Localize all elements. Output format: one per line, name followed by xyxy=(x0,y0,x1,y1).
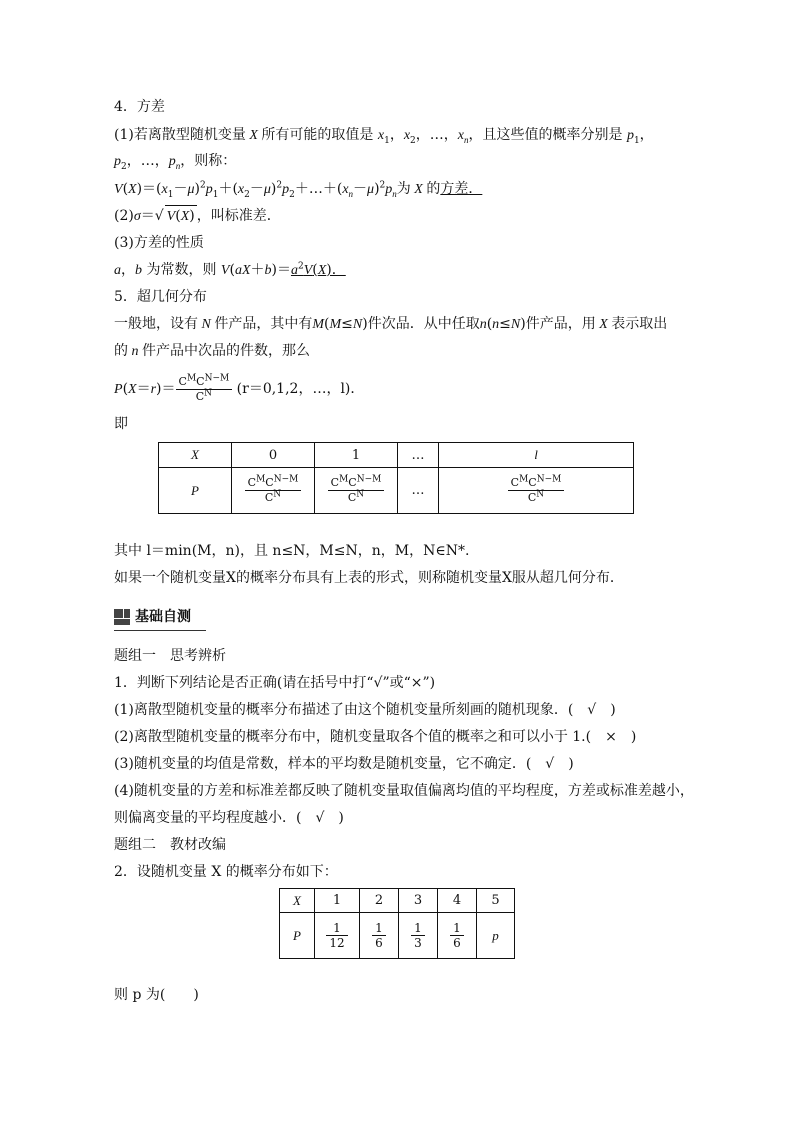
variance-property-formula: a，b 为常数，则 $V(aX+b)=a^2V(X)$． xyxy=(114,261,346,278)
question-2-ask: 则 p 为( ) xyxy=(114,987,199,1003)
probability-table xyxy=(279,888,515,959)
group-1-title: 题组一 思考辨析 xyxy=(114,648,226,664)
table-cell-fraction: $\frac{1}{6}$ xyxy=(438,913,477,959)
where-clause: 其中 l＝min(M，n)，且 n≤N，M≤N，n，M，N∈N*. xyxy=(114,543,470,559)
hypergeometric-formula: P(X＝r)＝ $\frac{C^MC^{N-M}}{C^N}$ (r＝0,1,2，…，l)． xyxy=(114,372,365,403)
hypergeometric-line-1: 一般地，设有 N 件产品，其中有M(M≤N)件次品．从中任取n(n≤N)件产品，用 X 表示取出 xyxy=(114,316,668,332)
table-row: X 1 2 3 4 5 xyxy=(280,889,515,913)
section-4-heading: 4．方差 xyxy=(114,99,165,115)
standard-deviation-line: (2)σ＝√ V(X) ，叫标准差． xyxy=(114,205,281,227)
section-5-heading: 5．超几何分布 xyxy=(114,289,207,305)
variance-formula: $V(X)=(x_1-\mu)^2p_1+(x_2-\mu)^2p_2+\dots+(x_n-\mu)^2p_n$为 X 的方差． xyxy=(114,180,483,200)
table-row: X 0 1 … l xyxy=(159,443,634,468)
variance-property-heading: (3)方差的性质 xyxy=(114,235,204,251)
table-cell-fraction: $\frac{C^MC^{N-M}}{C^N}$ xyxy=(439,468,634,514)
table-row: P $\frac{1}{12}$ $\frac{1}{6}$ $\frac{1}{3}$ $\frac{1}{6}$ p xyxy=(280,913,515,959)
question-1: 1．判断下列结论是否正确(请在括号中打“√”或“×”) xyxy=(114,675,436,691)
list-item: (4)随机变量的方差和标准差都反映了随机变量取值偏离均值的平均程度，方差或标准差越小， xyxy=(114,783,694,799)
list-item: 则偏离变量的平均程度越小．( √ ) xyxy=(114,810,344,826)
variance-paragraph-line-1: (1)若离散型随机变量 X 所有可能的取值是 $x_1$，$x_2$，…，$x_n$，且这些值的概率分别是 $p_1$， xyxy=(114,127,654,146)
section-header xyxy=(114,606,206,628)
ji-label: 即 xyxy=(114,416,128,432)
hypergeometric-line-2: 的 n 件产品中次品的件数，那么 xyxy=(114,343,310,359)
table-cell-fraction: $\frac{1}{6}$ xyxy=(360,913,399,959)
list-item: (2)离散型随机变量的概率分布中，随机变量取各个值的概率之和可以小于 1.( × ) xyxy=(114,729,637,745)
table-cell-fraction: $\frac{1}{12}$ xyxy=(315,913,360,959)
section-marker-icon xyxy=(114,609,130,625)
question-2: 2．设随机变量 X 的概率分布如下： xyxy=(114,864,338,880)
list-item: (3)随机变量的均值是常数，样本的平均数是随机变量，它不确定．( √ ) xyxy=(114,756,574,772)
section-underline xyxy=(114,630,206,631)
group-2-title: 题组二 教材改编 xyxy=(114,837,226,853)
table-row: P $\frac{C^MC^{N-M}}{C^N}$ $\frac{C^MC^{N-M}}{C^N}$ … $\frac{C^MC^{N-M}}{C^N}$ xyxy=(159,468,634,514)
list-item: (1)离散型随机变量的概率分布描述了由这个随机变量所刻画的随机现象．( √ ) xyxy=(114,702,616,718)
section-title: 基础自测 xyxy=(135,609,191,625)
table-cell-fraction: $\frac{C^MC^{N-M}}{C^N}$ xyxy=(315,468,398,514)
table-cell-fraction: $\frac{1}{3}$ xyxy=(399,913,438,959)
variance-paragraph-line-2: $p_2$，…，$p_n$，则称： xyxy=(114,153,237,172)
hypergeometric-conclusion: 如果一个随机变量X的概率分布具有上表的形式，则称随机变量X服从超几何分布． xyxy=(114,570,624,586)
hypergeometric-table xyxy=(158,442,634,514)
table-cell-fraction: $\frac{C^MC^{N-M}}{C^N}$ xyxy=(232,468,315,514)
